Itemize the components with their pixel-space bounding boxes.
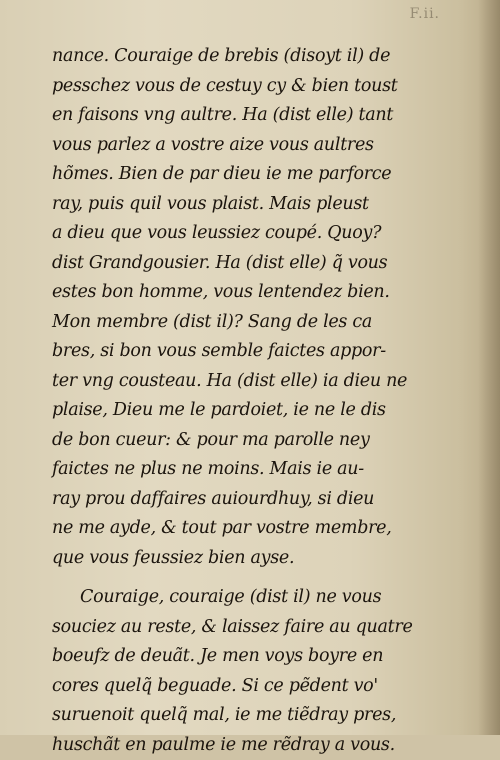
- text-line: faictes ne plus ne moins. Mais ie au-: [52, 455, 447, 485]
- text-line: pesschez vous de cestuy cy & bien toust: [52, 72, 447, 102]
- text-line: vous parlez a vostre aize vous aultres: [52, 131, 447, 161]
- text-line: dist Grandgousier. Ha (dist elle) q̃ vous: [52, 249, 447, 279]
- page-gutter-shadow: [478, 0, 500, 735]
- text-line: estes bon homme, vous lentendez bien.: [52, 278, 447, 308]
- paragraph-start-line: Couraige, couraige (dist il) ne vous: [52, 583, 447, 613]
- text-line: cores quelq̃ beguade. Si ce pẽdent vo': [52, 672, 447, 702]
- text-line: a dieu que vous leussiez coupé. Quoy?: [52, 219, 447, 249]
- text-line: huschãt en paulme ie me rẽdray a vous.: [52, 731, 447, 760]
- text-line: plaise, Dieu me le pardoiet, ie ne le dis: [52, 396, 447, 426]
- text-line: bres, si bon vous semble faictes appor-: [52, 337, 447, 367]
- text-line: de bon cueur: & pour ma parolle ney: [52, 426, 447, 456]
- text-line: ne me ayde, & tout par vostre membre,: [52, 514, 447, 544]
- text-line: ray, puis quil vous plaist. Mais pleust: [52, 190, 447, 220]
- text-line: boeufz de deuãt. Je men voys boyre en: [52, 642, 447, 672]
- folio-mark: F.ii.: [410, 6, 440, 22]
- text-line: ter vng cousteau. Ha (dist elle) ia dieu ne: [52, 367, 447, 397]
- text-line: Mon membre (dist il)? Sang de les ca: [52, 308, 447, 338]
- page-text: [52, 42, 447, 760]
- text-line: suruenoit quelq̃ mal, ie me tiẽdray pres,: [52, 701, 447, 731]
- text-line: que vous feussiez bien ayse.: [52, 544, 447, 574]
- text-line: nance. Couraige de brebis (disoyt il) de: [52, 42, 447, 72]
- text-line: en faisons vng aultre. Ha (dist elle) tant: [52, 101, 447, 131]
- text-line: hõmes. Bien de par dieu ie me parforce: [52, 160, 447, 190]
- text-line: souciez au reste, & laissez faire au quatre: [52, 613, 447, 643]
- text-line: ray prou daffaires auiourdhuy, si dieu: [52, 485, 447, 515]
